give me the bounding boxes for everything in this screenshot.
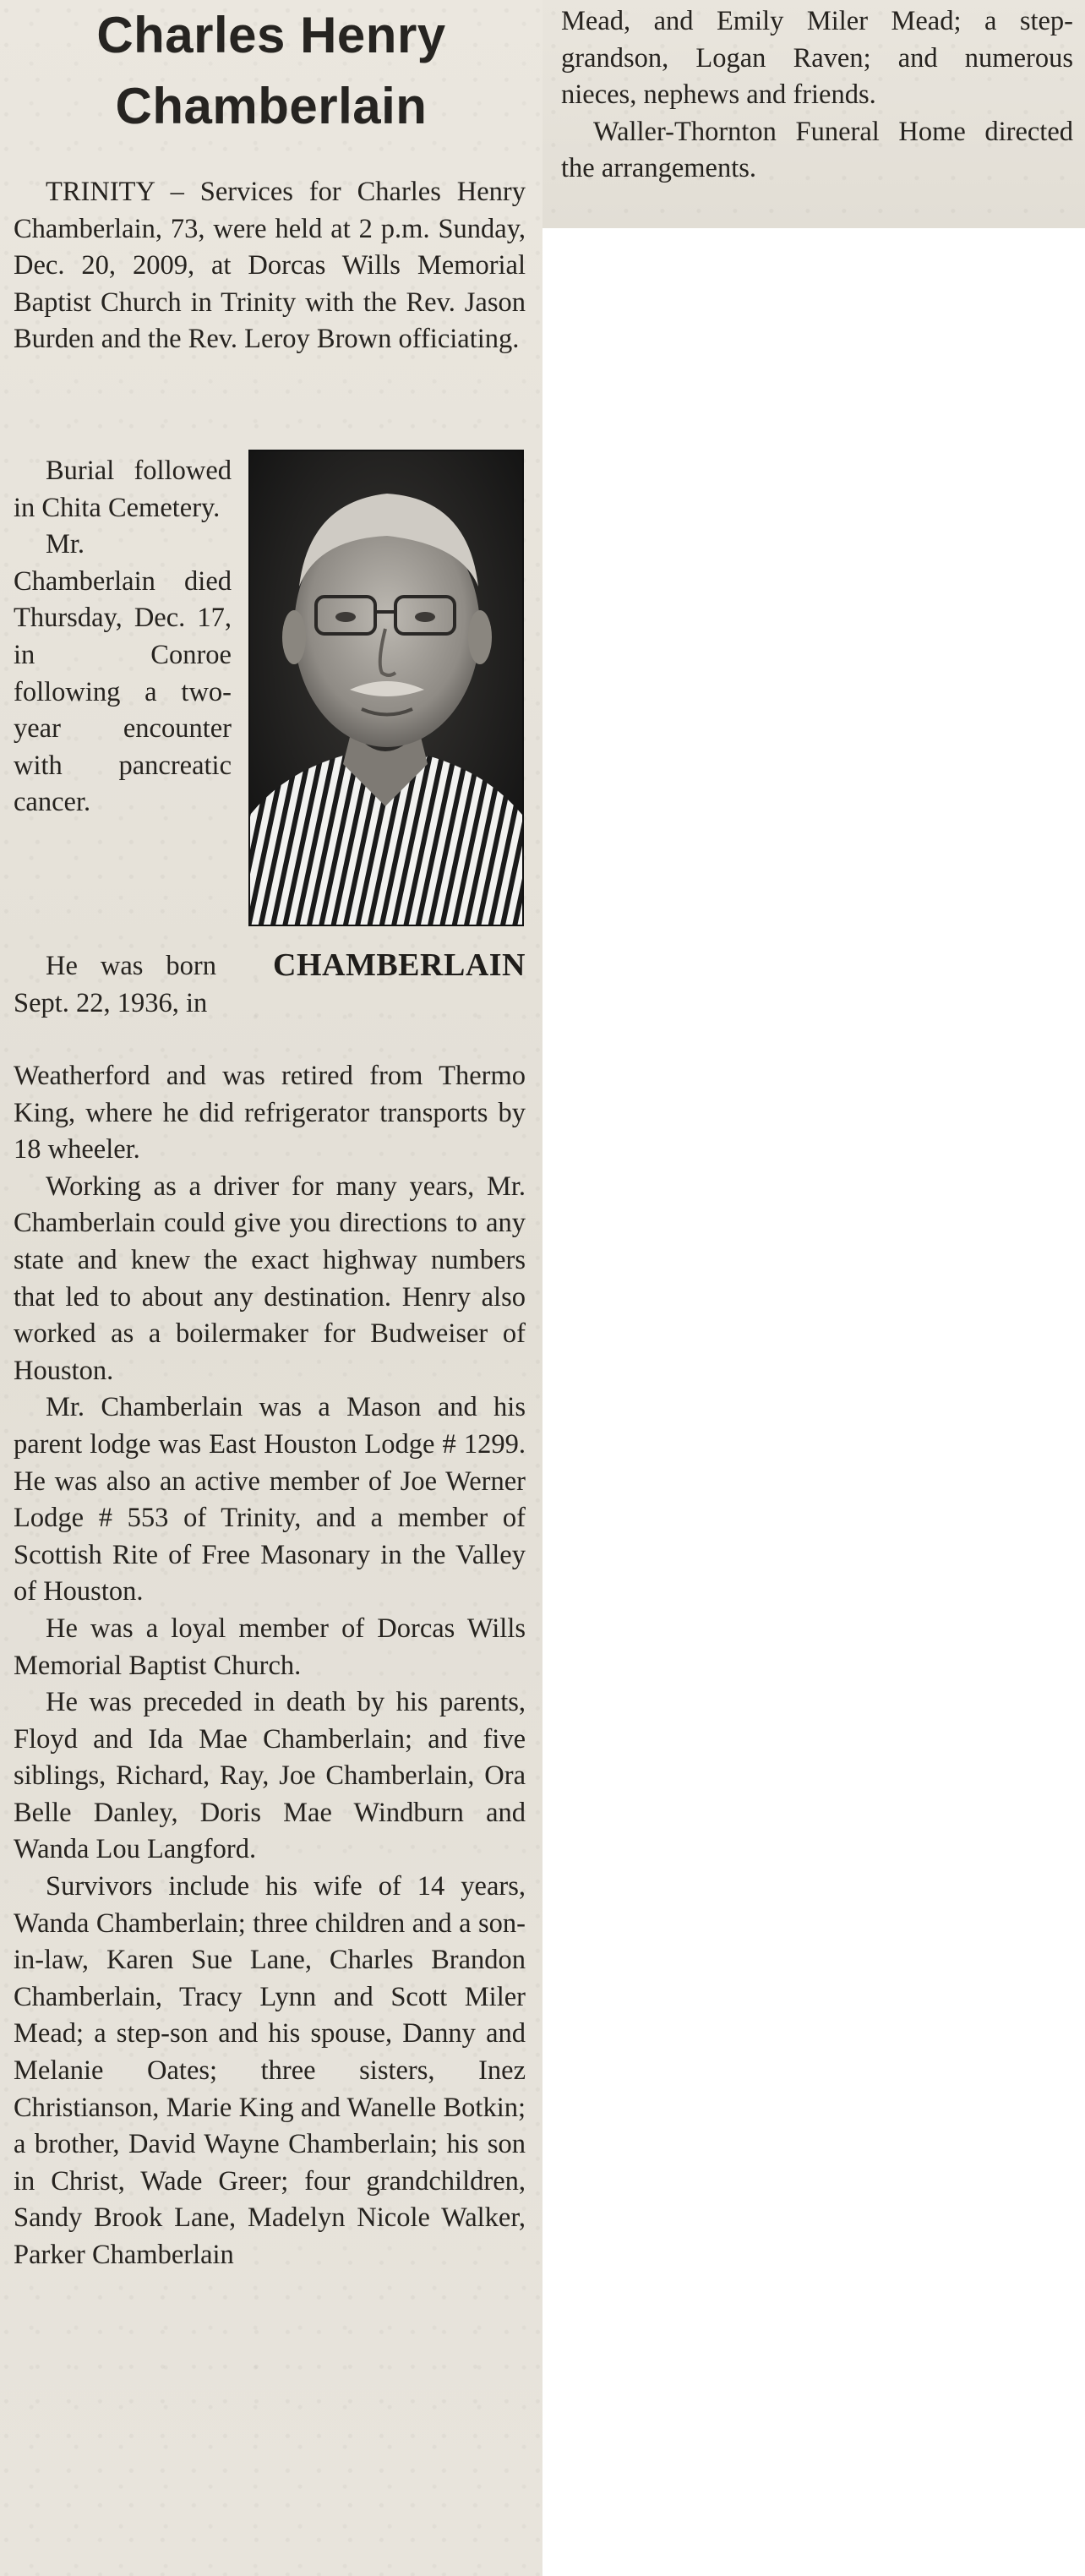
burial-paragraph: Burial followed in Chita Cemetery. <box>14 456 232 523</box>
headline-line-1: Charles Henry <box>96 7 446 63</box>
blank-area <box>542 228 1085 2576</box>
born-paragraph-continued: Weatherford and was retired from Thermo King, where he did refrigerator transports by 18 wheeler. <box>14 1061 526 1165</box>
mason-paragraph: Mr. Chamberlain was a Mason and his parent lodge was East Houston Lodge # 1299. He was also an active member of Joe Werner Lodge # 553 of Trinity, and a member of Scottish Rite of Free Masonary in the Valley of Houston. <box>14 1392 526 1607</box>
death-paragraph: Mr. Chamberlain died Thursday, Dec. 17, in Conroe following a two-year encounter with pancreatic cancer. <box>14 529 232 818</box>
born-start: He was born Sept. 22, 1936, in <box>14 951 216 1018</box>
driver-paragraph: Working as a driver for many years, Mr. Chamberlain could give you directions to any state and knew the exact highway numbers that led to about any destination. Henry also worked as a boilermaker for Budweiser of Houston. <box>14 1171 526 1386</box>
lead-paragraph-block <box>14 174 526 358</box>
church-paragraph: He was a loyal member of Dorcas Wills Memorial Baptist Church. <box>14 1613 526 1681</box>
lead-paragraph: TRINITY – Services for Charles Henry Chamberlain, 73, were held at 2 p.m. Sunday, Dec. 20, 2009, at Dorcas Wills Memorial Baptist Church in Trinity with the Rev. Jason Burden and the Rev. Leroy Brown officiating. <box>14 177 526 355</box>
portrait-photo <box>248 450 524 926</box>
headline-line-2: Chamberlain <box>115 78 428 134</box>
funeral-home-note: Waller-Thornton Funeral Home directed the arrangements. <box>561 116 1073 184</box>
narrow-text-block <box>14 453 232 821</box>
born-start-block <box>14 948 216 1022</box>
right-column-text <box>561 3 1073 188</box>
main-text-block <box>14 1058 526 2274</box>
right-continuation: Mead, and Emily Miler Mead; a step-grandson, Logan Raven; and numerous nieces, nephews and friends. <box>561 6 1073 111</box>
portrait-illustration <box>250 451 522 925</box>
photo-caption: CHAMBERLAIN <box>273 947 526 983</box>
obituary-headline <box>0 0 542 142</box>
preceded-paragraph: He was preceded in death by his parents, Floyd and Ida Mae Chamberlain; and five siblings, Richard, Ray, Joe Chamberlain, Ora Belle Danley, Doris Mae Windburn and Wanda Lou Langford. <box>14 1687 526 1865</box>
survivors-paragraph: Survivors include his wife of 14 years, Wanda Chamberlain; three children and a son-in-law, Karen Sue Lane, Charles Brandon Chamberlain, Tracy Lynn and Scott Miler Mead; a step-son and his spouse, Danny and Melanie Oates; three sisters, Inez Christianson, Marie King and Wanelle Botkin; a brother, David Wayne Chamberlain; his son in Christ, Wade Greer; four grandchildren, Sandy Brook Lane, Madelyn Nicole Walker, Parker Chamberlain <box>14 1871 526 2270</box>
